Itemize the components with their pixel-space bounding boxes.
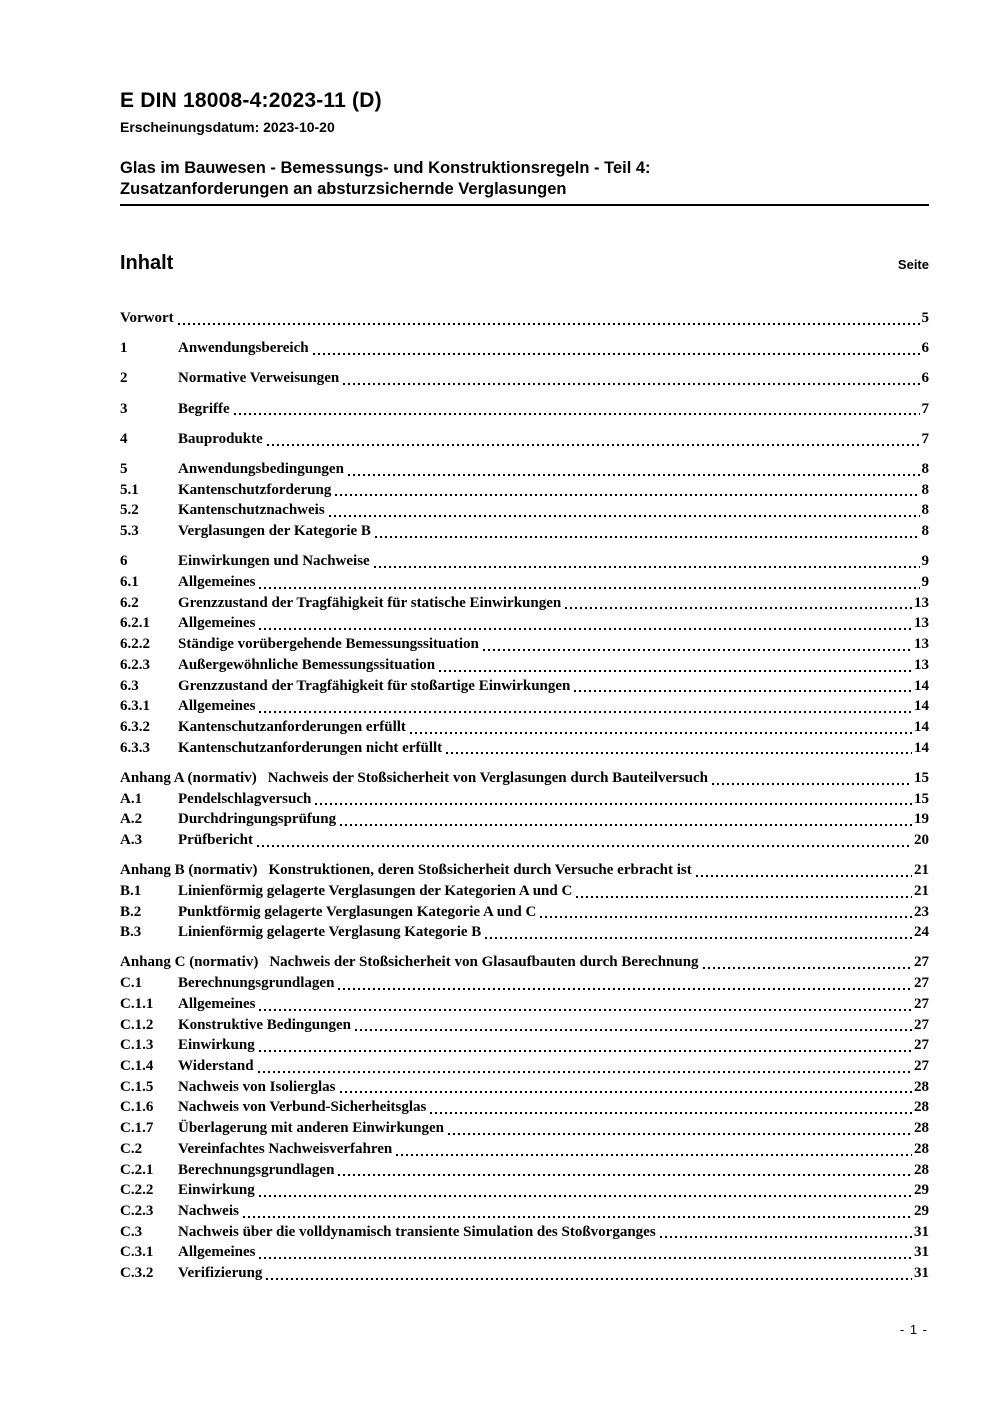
dot-leader: [703, 967, 912, 969]
toc-row: [120, 500, 929, 521]
toc-entry-number: C.1.5: [120, 1078, 154, 1095]
toc-entry-number: 6.2.1: [120, 615, 150, 632]
toc-entry-page: 7: [921, 400, 929, 417]
toc-entry-number: C.3: [120, 1223, 143, 1240]
toc-entry-number: 6.1: [120, 574, 139, 591]
toc-entry-number: C.1.4: [120, 1058, 154, 1074]
toc-entry-number: C.1.7: [120, 1120, 154, 1137]
toc-entry-page: 8: [921, 523, 929, 540]
toc-entry-page: 5: [921, 310, 929, 326]
toc-entry-title: Vereinfachtes Nachweisverfahren: [178, 1140, 393, 1157]
dot-leader: [335, 494, 919, 496]
dot-leader: [446, 752, 912, 754]
toc-entry-title: Nachweis über die volldynamisch transiente Simulation des Stoßvorganges: [178, 1223, 656, 1240]
toc-entry-number: 6.2.2: [120, 636, 150, 653]
toc-entry-page: 21: [914, 862, 929, 879]
toc-entry-title: Verifizierung: [178, 1265, 263, 1282]
toc-entry-page: 9: [921, 574, 929, 591]
toc-entry-title: Prüfbericht: [178, 831, 253, 848]
dot-leader: [483, 649, 912, 651]
toc-entry-title: Überlagerung mit anderen Einwirkungen: [178, 1120, 444, 1137]
toc-entry-title: Grenzzustand der Tragfähigkeit für statische Einwirkungen: [178, 594, 562, 611]
toc-entry-number: 5: [120, 461, 128, 478]
toc-row: [120, 902, 929, 923]
dot-leader: [410, 732, 912, 734]
toc-row: [120, 789, 929, 810]
dot-leader: [259, 1195, 912, 1197]
publish-date: Erscheinungsdatum: 2023-10-20: [120, 119, 335, 135]
toc-entry-number: 1: [120, 340, 128, 357]
toc-entry-number: 2: [120, 370, 128, 387]
toc-entry-page: 13: [914, 594, 929, 611]
toc-entry-title: Grenzzustand der Tragfähigkeit für stoßartige Einwirkungen: [178, 677, 571, 694]
toc-entry-page: 8: [921, 461, 929, 478]
toc-entry-number: 6.3: [120, 677, 139, 694]
toc-entry-page: 27: [914, 995, 929, 1012]
toc-header-row: [120, 251, 929, 277]
toc-entry-title: Anwendungsbereich: [178, 340, 309, 357]
toc-entry-number: 5.2: [120, 502, 139, 519]
toc-row: [120, 1035, 929, 1056]
toc-entry-number: C.3.1: [120, 1244, 154, 1261]
dot-leader: [696, 875, 912, 877]
toc-row: [120, 308, 929, 329]
toc-entry-title: Kantenschutznachweis: [178, 502, 325, 519]
toc-entry-number: C.1.3: [120, 1037, 154, 1054]
toc-entry-title: Nachweis: [178, 1202, 239, 1219]
toc-row: [120, 809, 929, 830]
toc-entry-title: Allgemeines: [178, 574, 256, 591]
toc-entry-title: Kantenschutzforderung: [178, 481, 332, 498]
toc-entry-page: 13: [914, 656, 929, 673]
toc-entry-page: 7: [921, 430, 929, 447]
dot-leader: [259, 1050, 912, 1052]
toc-entry-number: C.2.3: [120, 1202, 154, 1219]
toc-entry-page: 19: [914, 811, 929, 828]
dot-leader: [348, 474, 920, 476]
toc-row: [120, 696, 929, 717]
dot-leader: [259, 587, 919, 589]
toc-entry-title: Nachweis von Verbund-Sicherheitsglas: [178, 1099, 427, 1116]
toc-row: [120, 860, 929, 881]
dot-leader: [340, 1091, 913, 1093]
toc-entry-page: 27: [914, 1058, 929, 1074]
toc-entry-title: Kantenschutzanforderungen erfüllt: [178, 718, 406, 735]
toc-entry-title: Allgemeines: [178, 995, 256, 1012]
toc-row: [120, 922, 929, 943]
doc-number-title: E DIN 18008-4:2023-11 (D): [120, 89, 382, 112]
toc-row: [120, 480, 929, 501]
dot-leader: [576, 896, 912, 898]
toc-entry-title: Durchdringungsprüfung: [178, 811, 337, 828]
dot-leader: [315, 803, 912, 805]
toc-entry-title: Anwendungsbedingungen: [178, 461, 344, 478]
toc-row: [120, 429, 929, 450]
toc-row: [120, 399, 929, 420]
toc-entry-title: Einwirkung: [178, 1037, 255, 1054]
dot-leader: [340, 824, 912, 826]
toc-entry-title: Allgemeines: [178, 1244, 256, 1261]
dot-leader: [439, 670, 912, 672]
toc-row: [120, 768, 929, 789]
dot-leader: [338, 1174, 912, 1176]
toc-entry-title: Pendelschlagversuch: [178, 790, 312, 807]
dot-leader: [430, 1112, 912, 1114]
toc-entry-page: 20: [914, 831, 929, 848]
toc-entry-page: 14: [914, 718, 929, 735]
toc-entry-title: Linienförmig gelagerte Verglasung Kategorie B: [178, 924, 482, 941]
toc-row: [120, 1180, 929, 1201]
toc-entry-title: Nachweis der Stoßsicherheit von Verglasungen durch Bauteilversuch: [267, 769, 708, 786]
toc-entry-title: Linienförmig gelagerte Verglasungen der Kategorien A und C: [178, 882, 573, 899]
toc-row: [120, 1160, 929, 1181]
toc-row: [120, 1263, 929, 1284]
toc-row: [120, 551, 929, 572]
toc-entry-page: 15: [914, 769, 929, 786]
toc-entry-title: Einwirkungen und Nachweise: [178, 553, 370, 570]
toc-row: [120, 1139, 929, 1160]
table-of-contents: [120, 308, 929, 1284]
toc-row: [120, 881, 929, 902]
dot-leader: [485, 937, 912, 939]
toc-row: [120, 521, 929, 542]
toc-entry-number: 6.3.3: [120, 739, 150, 756]
dot-leader: [374, 566, 920, 568]
toc-row: [120, 676, 929, 697]
toc-row: [120, 994, 929, 1015]
toc-entry-title: Nachweis von Isolierglas: [178, 1078, 336, 1095]
page-column-label: Seite: [897, 257, 929, 272]
toc-entry-number: Anhang C (normativ): [120, 954, 259, 971]
toc-entry-number: Anhang A (normativ): [120, 769, 257, 786]
toc-entry-page: 24: [914, 924, 929, 941]
toc-entry-number: A.1: [120, 790, 143, 807]
toc-entry-page: 14: [914, 677, 929, 694]
toc-entry-page: 23: [914, 903, 929, 920]
toc-entry-page: 27: [914, 954, 929, 971]
toc-entry-title: Vorwort: [120, 310, 174, 326]
toc-row: [120, 952, 929, 973]
toc-entry-number: B.3: [120, 924, 142, 941]
toc-entry-title: Berechnungsgrundlagen: [178, 975, 335, 992]
toc-entry-number: C.2.1: [120, 1161, 154, 1178]
toc-heading: Inhalt: [120, 252, 174, 274]
dot-leader: [565, 607, 912, 609]
toc-row: [120, 572, 929, 593]
dot-leader: [355, 1029, 912, 1031]
toc-entry-page: 31: [914, 1244, 929, 1261]
toc-entry-number: 6.2.3: [120, 656, 150, 673]
toc-entry-number: 6.2: [120, 594, 139, 611]
doc-title-line2: Zusatzanforderungen an absturzsichernde Verglasungen: [120, 180, 567, 198]
dot-leader: [712, 783, 912, 785]
toc-entry-page: 6: [921, 370, 929, 387]
toc-entry-title: Konstruktionen, deren Stoßsicherheit durch Versuche erbracht ist: [268, 862, 692, 879]
dot-leader: [396, 1154, 912, 1156]
toc-entry-page: 13: [914, 615, 929, 632]
toc-entry-title: Normative Verweisungen: [178, 370, 340, 387]
toc-entry-page: 27: [914, 975, 929, 992]
toc-entry-number: B.2: [120, 903, 142, 920]
dot-leader: [313, 353, 920, 355]
toc-entry-title: Begriffe: [178, 400, 230, 417]
toc-entry-number: Anhang B (normativ): [120, 862, 258, 879]
dot-leader: [178, 323, 920, 325]
toc-entry-title: Konstruktive Bedingungen: [178, 1016, 351, 1033]
toc-entry-number: A.3: [120, 831, 143, 848]
toc-entry-title: Berechnungsgrundlagen: [178, 1161, 335, 1178]
toc-entry-number: 5.1: [120, 481, 139, 498]
toc-entry-number: 5.3: [120, 523, 139, 540]
toc-entry-page: 31: [914, 1223, 929, 1240]
toc-entry-title: Außergewöhnliche Bemessungssituation: [178, 656, 436, 673]
toc-row: [120, 613, 929, 634]
toc-entry-title: Bauprodukte: [178, 430, 263, 447]
toc-entry-number: C.1: [120, 975, 143, 992]
toc-entry-title: Punktförmig gelagerte Verglasungen Kategorie A und C: [178, 903, 537, 920]
toc-entry-number: C.1.1: [120, 995, 154, 1012]
toc-entry-number: B.1: [120, 882, 142, 899]
toc-row: [120, 738, 929, 759]
toc-row: [120, 973, 929, 994]
dot-leader: [267, 444, 920, 446]
dot-leader: [243, 1216, 912, 1218]
dot-leader: [259, 1257, 912, 1259]
toc-entry-page: 27: [914, 1037, 929, 1054]
document-page: [120, 0, 929, 1284]
toc-entry-page: 27: [914, 1016, 929, 1033]
toc-entry-number: C.3.2: [120, 1265, 154, 1282]
toc-entry-number: 4: [120, 430, 128, 447]
toc-entry-number: C.2: [120, 1140, 143, 1157]
toc-entry-page: 8: [921, 502, 929, 519]
toc-entry-page: 13: [914, 636, 929, 653]
dot-leader: [259, 1009, 912, 1011]
toc-entry-page: 14: [914, 739, 929, 756]
dot-leader: [375, 536, 920, 538]
toc-entry-page: 28: [914, 1078, 929, 1095]
toc-entry-number: C.1.6: [120, 1099, 154, 1116]
toc-row: [120, 1077, 929, 1098]
toc-entry-page: 31: [914, 1265, 929, 1282]
toc-row: [120, 1097, 929, 1118]
doc-title-line1: Glas im Bauwesen - Bemessungs- und Konstruktionsregeln - Teil 4:: [120, 159, 651, 177]
dot-leader: [338, 988, 912, 990]
dot-leader: [258, 1071, 912, 1073]
dot-leader: [343, 383, 919, 385]
toc-entry-number: 6.3.1: [120, 698, 150, 715]
toc-row: [120, 593, 929, 614]
toc-row: [120, 1242, 929, 1263]
dot-leader: [660, 1236, 912, 1238]
toc-entry-page: 6: [921, 340, 929, 357]
dot-leader: [540, 916, 912, 918]
page-number-footer: - 1 -: [899, 1322, 928, 1337]
toc-row: [120, 1056, 929, 1077]
toc-entry-number: C.1.2: [120, 1016, 154, 1033]
toc-row: [120, 634, 929, 655]
toc-entry-page: 9: [921, 553, 929, 570]
toc-entry-title: Verglasungen der Kategorie B: [178, 523, 371, 540]
toc-entry-number: 6: [120, 553, 128, 570]
toc-entry-page: 29: [914, 1182, 929, 1199]
toc-entry-title: Nachweis der Stoßsicherheit von Glasaufbauten durch Berechnung: [269, 954, 699, 971]
dot-leader: [234, 413, 920, 415]
dot-leader: [259, 711, 912, 713]
toc-entry-page: 21: [914, 882, 929, 899]
toc-row: [120, 1015, 929, 1036]
toc-entry-number: A.2: [120, 811, 143, 828]
toc-entry-number: 3: [120, 400, 128, 417]
toc-entry-title: Kantenschutzanforderungen nicht erfüllt: [178, 739, 443, 756]
toc-entry-title: Allgemeines: [178, 698, 256, 715]
toc-entry-page: 15: [914, 790, 929, 807]
toc-entry-title: Allgemeines: [178, 615, 256, 632]
toc-entry-page: 28: [914, 1120, 929, 1137]
dot-leader: [448, 1133, 912, 1135]
toc-entry-number: C.2.2: [120, 1182, 154, 1199]
dot-leader: [259, 628, 912, 630]
toc-row: [120, 717, 929, 738]
dot-leader: [329, 515, 920, 517]
toc-row: [120, 368, 929, 389]
doc-title: [120, 158, 929, 206]
toc-entry-number: 6.3.2: [120, 718, 150, 735]
toc-entry-page: 29: [914, 1202, 929, 1219]
toc-row: [120, 655, 929, 676]
toc-entry-title: Einwirkung: [178, 1182, 255, 1199]
toc-row: [120, 459, 929, 480]
toc-row: [120, 338, 929, 359]
toc-entry-page: 28: [914, 1140, 929, 1157]
dot-leader: [574, 690, 912, 692]
toc-row: [120, 1201, 929, 1222]
toc-entry-title: Ständige vorübergehende Bemessungssituation: [178, 636, 479, 653]
toc-entry-page: 28: [914, 1099, 929, 1116]
toc-row: [120, 1118, 929, 1139]
toc-entry-page: 28: [914, 1161, 929, 1178]
toc-entry-page: 14: [914, 698, 929, 715]
toc-row: [120, 830, 929, 851]
toc-entry-page: 8: [921, 481, 929, 498]
toc-entry-title: Widerstand: [178, 1058, 254, 1074]
dot-leader: [257, 845, 912, 847]
toc-row: [120, 1222, 929, 1243]
dot-leader: [266, 1278, 912, 1280]
